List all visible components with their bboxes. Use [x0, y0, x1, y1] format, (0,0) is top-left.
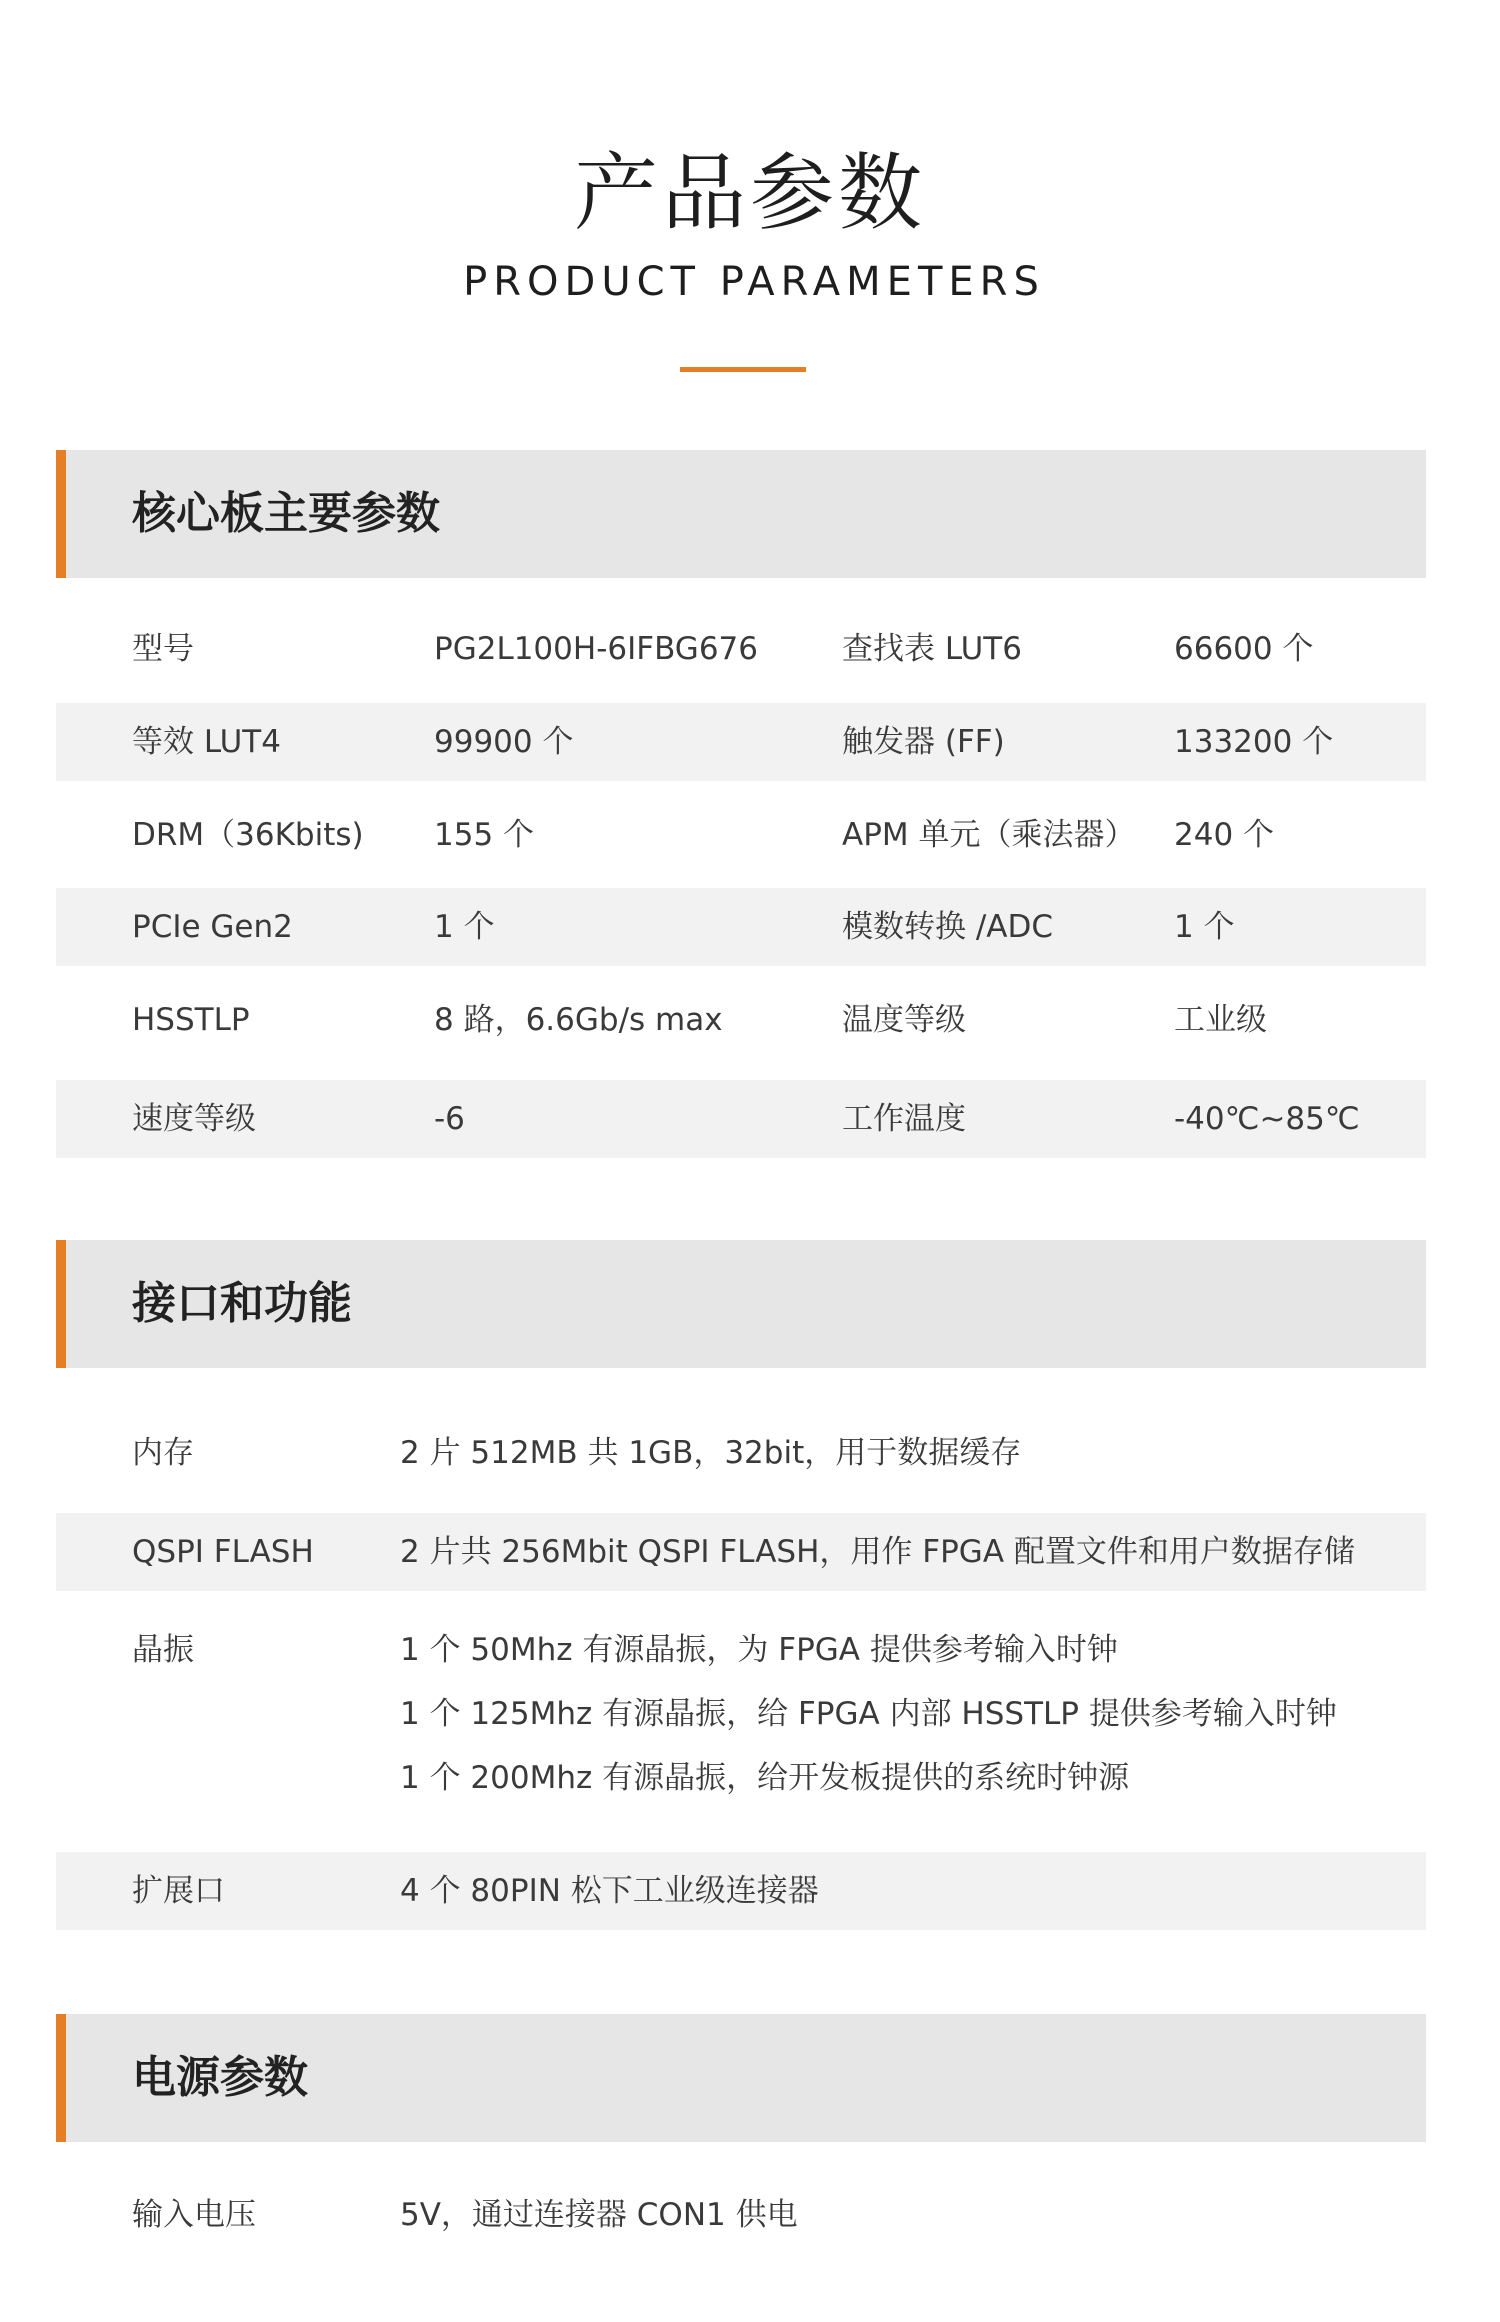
- page-subtitle: PRODUCT PARAMETERS: [463, 259, 1045, 305]
- param-value: 8 路，6.6Gb/s max: [434, 1002, 723, 1038]
- table-row: [56, 1080, 1426, 1158]
- table-row-crystal: [56, 1611, 1426, 1811]
- list-item: 1 个 125Mhz 有源晶振，给 FPGA 内部 HSSTLP 提供参考输入时钟: [400, 1696, 1337, 1732]
- param-value: 99900 个: [434, 724, 574, 760]
- title-divider: [680, 367, 806, 372]
- param-name: 输入电压: [132, 2197, 256, 2233]
- page-title: 产品参数: [573, 144, 926, 242]
- param-name: QSPI FLASH: [132, 1534, 314, 1570]
- table-row-qspi: [56, 1513, 1426, 1591]
- param-name: APM 单元（乘法器）: [842, 817, 1136, 853]
- param-value: -40℃~85℃: [1174, 1101, 1360, 1137]
- param-name: DRM（36Kbits): [132, 817, 364, 853]
- param-name: 等效 LUT4: [132, 724, 281, 760]
- table-row: [56, 703, 1426, 781]
- table-row: [56, 888, 1426, 966]
- param-name: 扩展口: [132, 1873, 225, 1909]
- param-name: 温度等级: [842, 1002, 966, 1038]
- param-value: 240 个: [1174, 817, 1275, 853]
- param-name: 触发器 (FF): [842, 724, 1005, 760]
- table-row: [56, 796, 1426, 874]
- param-value: 133200 个: [1174, 724, 1334, 760]
- param-value: 1 个: [1174, 909, 1235, 945]
- param-value: 4 个 80PIN 松下工业级连接器: [400, 1873, 819, 1909]
- param-name: 内存: [132, 1435, 194, 1471]
- section-accent-bar: [56, 450, 66, 578]
- param-value: 工业级: [1174, 1002, 1267, 1038]
- param-value: 155 个: [434, 817, 535, 853]
- param-value: PG2L100H-6IFBG676: [434, 631, 758, 667]
- table-row-memory: [56, 1414, 1426, 1492]
- param-name: 模数转换 /ADC: [842, 909, 1054, 945]
- param-value: 2 片共 256Mbit QSPI FLASH，用作 FPGA 配置文件和用户数据存储: [400, 1534, 1355, 1570]
- section-header: [56, 450, 1426, 578]
- table-row-input-voltage: [56, 2176, 1426, 2254]
- section-accent-bar: [56, 2014, 66, 2142]
- param-value: 5V，通过连接器 CON1 供电: [400, 2197, 798, 2233]
- section-title: 电源参数: [132, 2052, 308, 2103]
- param-name: 晶振: [132, 1632, 194, 1668]
- table-row-expansion: [56, 1852, 1426, 1930]
- section-title: 接口和功能: [132, 1278, 352, 1329]
- param-value: 2 片 512MB 共 1GB，32bit，用于数据缓存: [400, 1435, 1022, 1471]
- power-section: [56, 2014, 1426, 2233]
- param-value: -6: [434, 1101, 465, 1137]
- interfaces-section: [56, 1240, 1426, 1909]
- param-value: 66600 个: [1174, 631, 1314, 667]
- list-item: 1 个 50Mhz 有源晶振，为 FPGA 提供参考输入时钟: [400, 1632, 1118, 1668]
- param-name: 型号: [132, 631, 194, 667]
- param-name: 速度等级: [132, 1101, 256, 1137]
- param-name: PCIe Gen2: [132, 909, 293, 945]
- table-row: [56, 981, 1426, 1059]
- param-value: 1 个: [434, 909, 495, 945]
- param-name: 工作温度: [842, 1101, 966, 1137]
- crystal-list: [400, 1618, 1337, 1810]
- section-header: [56, 2014, 1426, 2142]
- param-name: HSSTLP: [132, 1002, 250, 1038]
- section-header: [56, 1240, 1426, 1368]
- section-accent-bar: [56, 1240, 66, 1368]
- table-row: [56, 610, 1426, 688]
- list-item: 1 个 200Mhz 有源晶振，给开发板提供的系统时钟源: [400, 1760, 1130, 1796]
- core-board-section: [56, 450, 1426, 1137]
- param-name: 查找表 LUT6: [842, 631, 1022, 667]
- section-title: 核心板主要参数: [132, 488, 440, 539]
